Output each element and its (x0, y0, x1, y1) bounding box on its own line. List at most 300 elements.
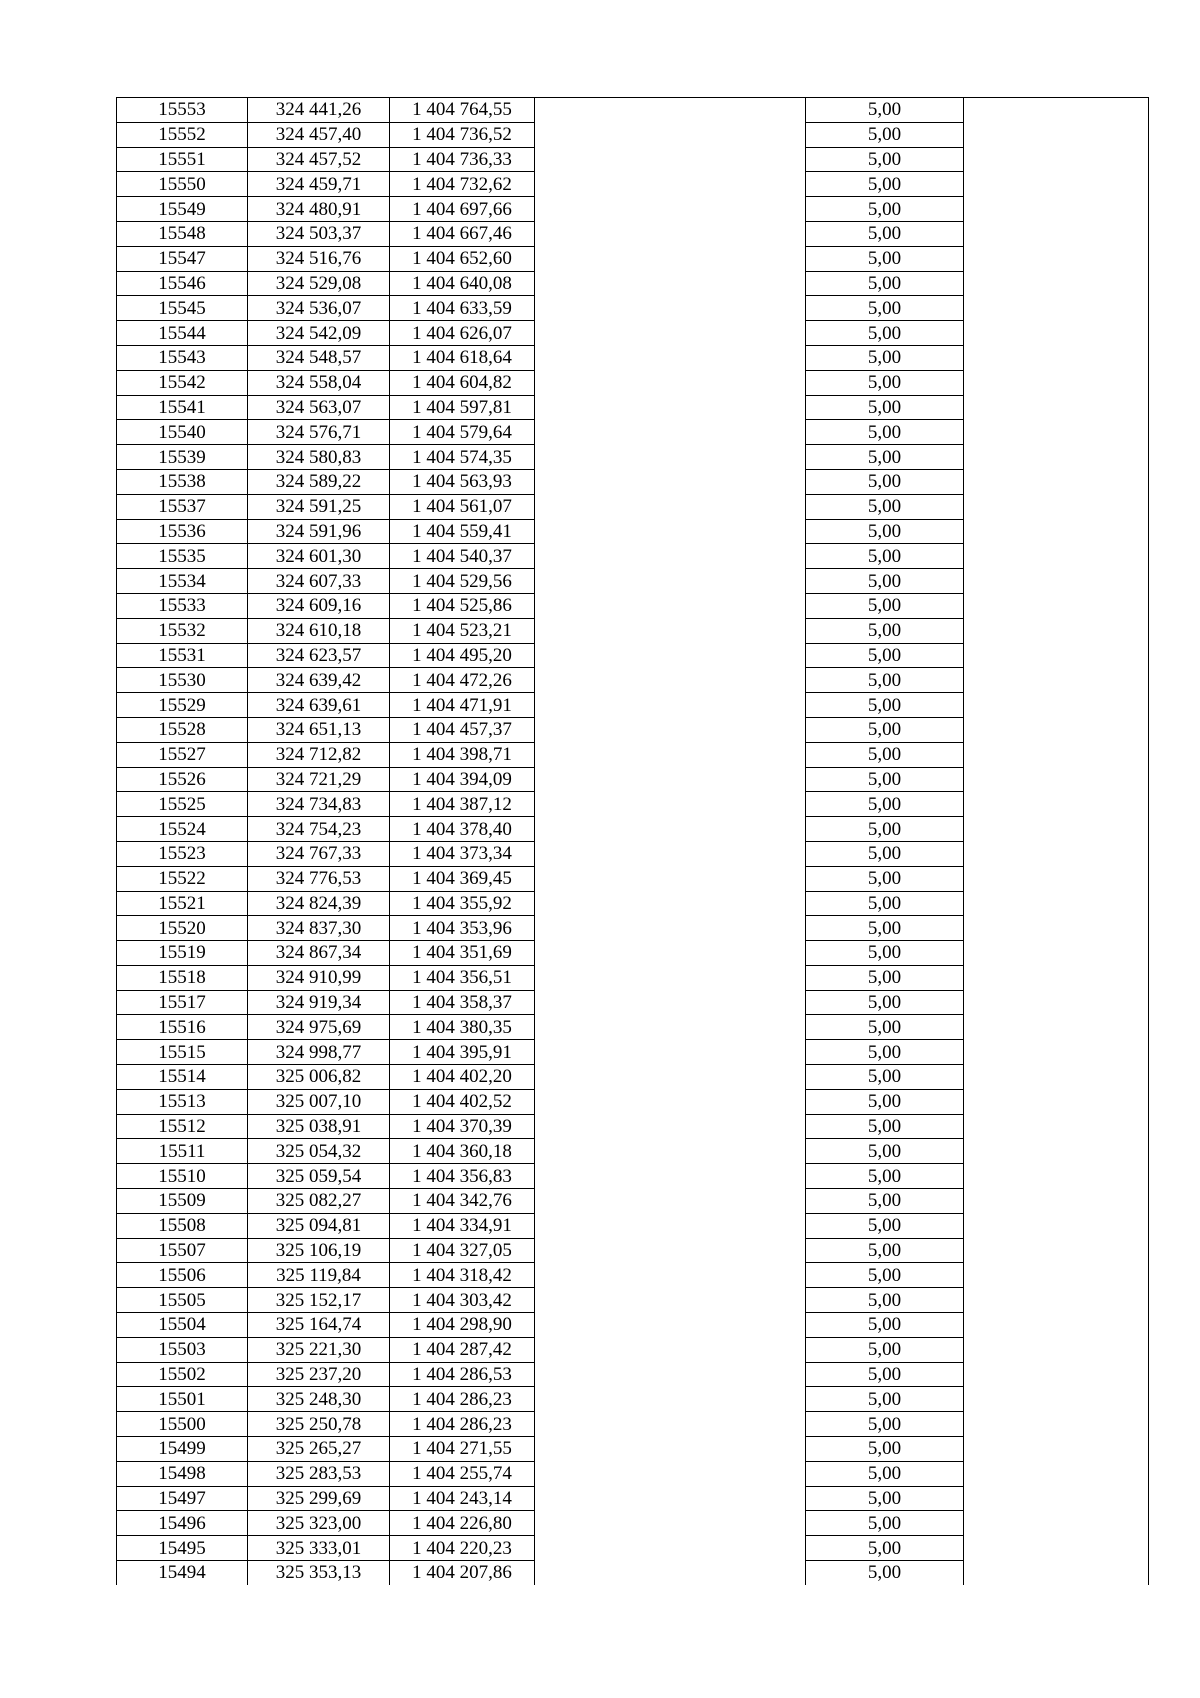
value-cell: 5,00 (806, 941, 964, 966)
blank-cell (964, 544, 1149, 569)
y-coordinate-cell: 1 404 380,35 (390, 1015, 535, 1040)
blank-cell (964, 1387, 1149, 1412)
blank-cell (964, 271, 1149, 296)
x-coordinate-cell: 324 589,22 (248, 469, 390, 494)
point-number-cell: 15552 (117, 122, 248, 147)
y-coordinate-cell: 1 404 667,46 (390, 221, 535, 246)
blank-cell (964, 916, 1149, 941)
x-coordinate-cell: 324 767,33 (248, 841, 390, 866)
x-coordinate-cell: 324 529,08 (248, 271, 390, 296)
table-row (117, 122, 1149, 147)
value-cell: 5,00 (806, 668, 964, 693)
table-row (117, 321, 1149, 346)
value-cell: 5,00 (806, 321, 964, 346)
y-coordinate-cell: 1 404 495,20 (390, 643, 535, 668)
blank-cell (964, 668, 1149, 693)
table-row (117, 544, 1149, 569)
value-cell: 5,00 (806, 1089, 964, 1114)
table-row (117, 494, 1149, 519)
table-row (117, 1387, 1149, 1412)
y-coordinate-cell: 1 404 732,62 (390, 172, 535, 197)
blank-cell (964, 1139, 1149, 1164)
x-coordinate-cell: 325 221,30 (248, 1337, 390, 1362)
point-number-cell: 15520 (117, 916, 248, 941)
blank-cell (964, 1164, 1149, 1189)
x-coordinate-cell: 324 457,40 (248, 122, 390, 147)
x-coordinate-cell: 325 082,27 (248, 1189, 390, 1214)
value-cell: 5,00 (806, 767, 964, 792)
blank-cell (964, 98, 1149, 123)
blank-cell (535, 792, 806, 817)
point-number-cell: 15495 (117, 1536, 248, 1561)
point-number-cell: 15531 (117, 643, 248, 668)
table-row (117, 1139, 1149, 1164)
blank-cell (964, 1238, 1149, 1263)
x-coordinate-cell: 324 503,37 (248, 221, 390, 246)
value-cell: 5,00 (806, 395, 964, 420)
x-coordinate-cell: 324 975,69 (248, 1015, 390, 1040)
blank-cell (535, 395, 806, 420)
blank-cell (964, 742, 1149, 767)
table-row (117, 172, 1149, 197)
blank-cell (535, 742, 806, 767)
y-coordinate-cell: 1 404 353,96 (390, 916, 535, 941)
point-number-cell: 15502 (117, 1362, 248, 1387)
point-number-cell: 15513 (117, 1089, 248, 1114)
blank-cell (964, 1089, 1149, 1114)
value-cell: 5,00 (806, 965, 964, 990)
blank-cell (964, 965, 1149, 990)
point-number-cell: 15521 (117, 891, 248, 916)
y-coordinate-cell: 1 404 303,42 (390, 1288, 535, 1313)
point-number-cell: 15514 (117, 1065, 248, 1090)
blank-cell (964, 866, 1149, 891)
table-row (117, 197, 1149, 222)
blank-cell (535, 1313, 806, 1338)
point-number-cell: 15524 (117, 817, 248, 842)
table-row (117, 965, 1149, 990)
value-cell: 5,00 (806, 866, 964, 891)
x-coordinate-cell: 324 651,13 (248, 717, 390, 742)
blank-cell (535, 1288, 806, 1313)
blank-cell (964, 990, 1149, 1015)
point-number-cell: 15511 (117, 1139, 248, 1164)
x-coordinate-cell: 324 480,91 (248, 197, 390, 222)
value-cell: 5,00 (806, 1337, 964, 1362)
blank-cell (535, 1089, 806, 1114)
table-row (117, 1561, 1149, 1585)
value-cell: 5,00 (806, 1313, 964, 1338)
point-number-cell: 15506 (117, 1263, 248, 1288)
table-row (117, 469, 1149, 494)
blank-cell (964, 246, 1149, 271)
blank-cell (964, 1040, 1149, 1065)
table-row (117, 742, 1149, 767)
point-number-cell: 15541 (117, 395, 248, 420)
blank-cell (535, 494, 806, 519)
point-number-cell: 15538 (117, 469, 248, 494)
table-row (117, 1461, 1149, 1486)
y-coordinate-cell: 1 404 286,23 (390, 1412, 535, 1437)
blank-cell (535, 147, 806, 172)
point-number-cell: 15518 (117, 965, 248, 990)
point-number-cell: 15544 (117, 321, 248, 346)
value-cell: 5,00 (806, 1561, 964, 1585)
table-row (117, 618, 1149, 643)
y-coordinate-cell: 1 404 579,64 (390, 420, 535, 445)
blank-cell (535, 965, 806, 990)
value-cell: 5,00 (806, 817, 964, 842)
blank-cell (964, 172, 1149, 197)
point-number-cell: 15496 (117, 1511, 248, 1536)
table-row (117, 1536, 1149, 1561)
table-row (117, 990, 1149, 1015)
point-number-cell: 15522 (117, 866, 248, 891)
blank-cell (535, 321, 806, 346)
y-coordinate-cell: 1 404 640,08 (390, 271, 535, 296)
point-number-cell: 15543 (117, 345, 248, 370)
table-row (117, 569, 1149, 594)
table-row (117, 246, 1149, 271)
table-row (117, 668, 1149, 693)
table-row (117, 1437, 1149, 1462)
value-cell: 5,00 (806, 618, 964, 643)
blank-cell (964, 420, 1149, 445)
point-number-cell: 15526 (117, 767, 248, 792)
point-number-cell: 15519 (117, 941, 248, 966)
value-cell: 5,00 (806, 1511, 964, 1536)
point-number-cell: 15548 (117, 221, 248, 246)
x-coordinate-cell: 324 607,33 (248, 569, 390, 594)
point-number-cell: 15545 (117, 296, 248, 321)
y-coordinate-cell: 1 404 373,34 (390, 841, 535, 866)
blank-cell (535, 98, 806, 123)
value-cell: 5,00 (806, 172, 964, 197)
value-cell: 5,00 (806, 469, 964, 494)
blank-cell (964, 494, 1149, 519)
blank-cell (964, 197, 1149, 222)
y-coordinate-cell: 1 404 286,53 (390, 1362, 535, 1387)
blank-cell (535, 271, 806, 296)
blank-cell (535, 296, 806, 321)
value-cell: 5,00 (806, 1461, 964, 1486)
x-coordinate-cell: 324 558,04 (248, 370, 390, 395)
y-coordinate-cell: 1 404 597,81 (390, 395, 535, 420)
table-row (117, 445, 1149, 470)
y-coordinate-cell: 1 404 318,42 (390, 1263, 535, 1288)
x-coordinate-cell: 324 824,39 (248, 891, 390, 916)
y-coordinate-cell: 1 404 369,45 (390, 866, 535, 891)
blank-cell (964, 1461, 1149, 1486)
table-row (117, 792, 1149, 817)
value-cell: 5,00 (806, 271, 964, 296)
y-coordinate-cell: 1 404 633,59 (390, 296, 535, 321)
blank-cell (964, 345, 1149, 370)
y-coordinate-cell: 1 404 327,05 (390, 1238, 535, 1263)
table-row (117, 271, 1149, 296)
blank-cell (964, 1189, 1149, 1214)
point-number-cell: 15509 (117, 1189, 248, 1214)
blank-cell (535, 866, 806, 891)
blank-cell (964, 792, 1149, 817)
blank-cell (535, 891, 806, 916)
value-cell: 5,00 (806, 1015, 964, 1040)
point-number-cell: 15537 (117, 494, 248, 519)
x-coordinate-cell: 325 333,01 (248, 1536, 390, 1561)
table-row (117, 395, 1149, 420)
table-row (117, 1213, 1149, 1238)
point-number-cell: 15530 (117, 668, 248, 693)
point-number-cell: 15499 (117, 1437, 248, 1462)
y-coordinate-cell: 1 404 387,12 (390, 792, 535, 817)
blank-cell (535, 593, 806, 618)
x-coordinate-cell: 324 601,30 (248, 544, 390, 569)
point-number-cell: 15527 (117, 742, 248, 767)
table-row (117, 1486, 1149, 1511)
blank-cell (964, 519, 1149, 544)
value-cell: 5,00 (806, 296, 964, 321)
value-cell: 5,00 (806, 916, 964, 941)
value-cell: 5,00 (806, 643, 964, 668)
point-number-cell: 15533 (117, 593, 248, 618)
y-coordinate-cell: 1 404 207,86 (390, 1561, 535, 1585)
blank-cell (535, 1337, 806, 1362)
blank-cell (964, 147, 1149, 172)
blank-cell (964, 296, 1149, 321)
y-coordinate-cell: 1 404 471,91 (390, 693, 535, 718)
y-coordinate-cell: 1 404 255,74 (390, 1461, 535, 1486)
x-coordinate-cell: 324 591,96 (248, 519, 390, 544)
point-number-cell: 15549 (117, 197, 248, 222)
table-row (117, 98, 1149, 123)
table-row (117, 1263, 1149, 1288)
blank-cell (964, 445, 1149, 470)
y-coordinate-cell: 1 404 358,37 (390, 990, 535, 1015)
blank-cell (535, 519, 806, 544)
blank-cell (535, 817, 806, 842)
value-cell: 5,00 (806, 246, 964, 271)
blank-cell (964, 1015, 1149, 1040)
point-number-cell: 15532 (117, 618, 248, 643)
blank-cell (964, 693, 1149, 718)
y-coordinate-cell: 1 404 220,23 (390, 1536, 535, 1561)
point-number-cell: 15503 (117, 1337, 248, 1362)
y-coordinate-cell: 1 404 342,76 (390, 1189, 535, 1214)
blank-cell (964, 1486, 1149, 1511)
x-coordinate-cell: 324 610,18 (248, 618, 390, 643)
y-coordinate-cell: 1 404 626,07 (390, 321, 535, 346)
y-coordinate-cell: 1 404 402,52 (390, 1089, 535, 1114)
point-number-cell: 15497 (117, 1486, 248, 1511)
table-row (117, 866, 1149, 891)
blank-cell (964, 122, 1149, 147)
blank-cell (535, 1536, 806, 1561)
blank-cell (535, 643, 806, 668)
x-coordinate-cell: 324 712,82 (248, 742, 390, 767)
blank-cell (964, 370, 1149, 395)
y-coordinate-cell: 1 404 736,33 (390, 147, 535, 172)
table-row (117, 693, 1149, 718)
point-number-cell: 15542 (117, 370, 248, 395)
blank-cell (964, 891, 1149, 916)
blank-cell (964, 569, 1149, 594)
table-row (117, 941, 1149, 966)
blank-cell (964, 1536, 1149, 1561)
point-number-cell: 15528 (117, 717, 248, 742)
point-number-cell: 15539 (117, 445, 248, 470)
y-coordinate-cell: 1 404 736,52 (390, 122, 535, 147)
blank-cell (964, 1412, 1149, 1437)
y-coordinate-cell: 1 404 370,39 (390, 1114, 535, 1139)
blank-cell (535, 1189, 806, 1214)
point-number-cell: 15525 (117, 792, 248, 817)
point-number-cell: 15536 (117, 519, 248, 544)
blank-cell (964, 1511, 1149, 1536)
x-coordinate-cell: 324 734,83 (248, 792, 390, 817)
y-coordinate-cell: 1 404 472,26 (390, 668, 535, 693)
blank-cell (964, 1213, 1149, 1238)
x-coordinate-cell: 325 006,82 (248, 1065, 390, 1090)
value-cell: 5,00 (806, 1065, 964, 1090)
point-number-cell: 15550 (117, 172, 248, 197)
blank-cell (535, 618, 806, 643)
blank-cell (964, 395, 1149, 420)
table-row (117, 1313, 1149, 1338)
blank-cell (535, 693, 806, 718)
blank-cell (535, 370, 806, 395)
blank-cell (964, 1114, 1149, 1139)
point-number-cell: 15535 (117, 544, 248, 569)
blank-cell (535, 1437, 806, 1462)
value-cell: 5,00 (806, 693, 964, 718)
coordinate-table-body (117, 98, 1149, 1585)
x-coordinate-cell: 325 265,27 (248, 1437, 390, 1462)
blank-cell (535, 717, 806, 742)
blank-cell (964, 1263, 1149, 1288)
value-cell: 5,00 (806, 1238, 964, 1263)
y-coordinate-cell: 1 404 559,41 (390, 519, 535, 544)
table-row (117, 1412, 1149, 1437)
y-coordinate-cell: 1 404 398,71 (390, 742, 535, 767)
blank-cell (535, 941, 806, 966)
table-row (117, 1238, 1149, 1263)
point-number-cell: 15494 (117, 1561, 248, 1585)
blank-cell (535, 1387, 806, 1412)
x-coordinate-cell: 325 152,17 (248, 1288, 390, 1313)
y-coordinate-cell: 1 404 394,09 (390, 767, 535, 792)
x-coordinate-cell: 325 250,78 (248, 1412, 390, 1437)
value-cell: 5,00 (806, 1486, 964, 1511)
table-row (117, 1015, 1149, 1040)
point-number-cell: 15523 (117, 841, 248, 866)
x-coordinate-cell: 325 007,10 (248, 1089, 390, 1114)
table-row (117, 370, 1149, 395)
point-number-cell: 15534 (117, 569, 248, 594)
table-row (117, 1362, 1149, 1387)
value-cell: 5,00 (806, 1536, 964, 1561)
blank-cell (535, 1164, 806, 1189)
point-number-cell: 15505 (117, 1288, 248, 1313)
x-coordinate-cell: 324 563,07 (248, 395, 390, 420)
value-cell: 5,00 (806, 1387, 964, 1412)
value-cell: 5,00 (806, 147, 964, 172)
point-number-cell: 15529 (117, 693, 248, 718)
blank-cell (535, 420, 806, 445)
y-coordinate-cell: 1 404 540,37 (390, 544, 535, 569)
value-cell: 5,00 (806, 1139, 964, 1164)
value-cell: 5,00 (806, 1040, 964, 1065)
value-cell: 5,00 (806, 420, 964, 445)
value-cell: 5,00 (806, 1189, 964, 1214)
value-cell: 5,00 (806, 345, 964, 370)
point-number-cell: 15507 (117, 1238, 248, 1263)
point-number-cell: 15540 (117, 420, 248, 445)
y-coordinate-cell: 1 404 563,93 (390, 469, 535, 494)
x-coordinate-cell: 325 119,84 (248, 1263, 390, 1288)
point-number-cell: 15504 (117, 1313, 248, 1338)
y-coordinate-cell: 1 404 226,80 (390, 1511, 535, 1536)
x-coordinate-cell: 324 609,16 (248, 593, 390, 618)
point-number-cell: 15551 (117, 147, 248, 172)
x-coordinate-cell: 325 094,81 (248, 1213, 390, 1238)
blank-cell (535, 544, 806, 569)
table-row (117, 891, 1149, 916)
x-coordinate-cell: 324 516,76 (248, 246, 390, 271)
table-row (117, 1065, 1149, 1090)
y-coordinate-cell: 1 404 351,69 (390, 941, 535, 966)
blank-cell (535, 1238, 806, 1263)
y-coordinate-cell: 1 404 523,21 (390, 618, 535, 643)
x-coordinate-cell: 325 237,20 (248, 1362, 390, 1387)
x-coordinate-cell: 324 639,42 (248, 668, 390, 693)
point-number-cell: 15516 (117, 1015, 248, 1040)
value-cell: 5,00 (806, 1114, 964, 1139)
table-row (117, 1040, 1149, 1065)
x-coordinate-cell: 324 721,29 (248, 767, 390, 792)
table-row (117, 221, 1149, 246)
x-coordinate-cell: 324 591,25 (248, 494, 390, 519)
value-cell: 5,00 (806, 1263, 964, 1288)
blank-cell (535, 1561, 806, 1585)
blank-cell (535, 1486, 806, 1511)
blank-cell (535, 1461, 806, 1486)
table-row (117, 817, 1149, 842)
blank-cell (535, 1015, 806, 1040)
table-row (117, 1164, 1149, 1189)
y-coordinate-cell: 1 404 287,42 (390, 1337, 535, 1362)
x-coordinate-cell: 325 248,30 (248, 1387, 390, 1412)
y-coordinate-cell: 1 404 697,66 (390, 197, 535, 222)
x-coordinate-cell: 324 441,26 (248, 98, 390, 123)
x-coordinate-cell: 324 536,07 (248, 296, 390, 321)
x-coordinate-cell: 324 580,83 (248, 445, 390, 470)
value-cell: 5,00 (806, 891, 964, 916)
blank-cell (535, 345, 806, 370)
y-coordinate-cell: 1 404 378,40 (390, 817, 535, 842)
point-number-cell: 15515 (117, 1040, 248, 1065)
blank-cell (535, 1114, 806, 1139)
table-row (117, 1089, 1149, 1114)
table-row (117, 345, 1149, 370)
blank-cell (964, 1561, 1149, 1585)
blank-cell (964, 469, 1149, 494)
blank-cell (964, 1362, 1149, 1387)
value-cell: 5,00 (806, 494, 964, 519)
point-number-cell: 15500 (117, 1412, 248, 1437)
table-row (117, 717, 1149, 742)
blank-cell (535, 1511, 806, 1536)
x-coordinate-cell: 324 639,61 (248, 693, 390, 718)
